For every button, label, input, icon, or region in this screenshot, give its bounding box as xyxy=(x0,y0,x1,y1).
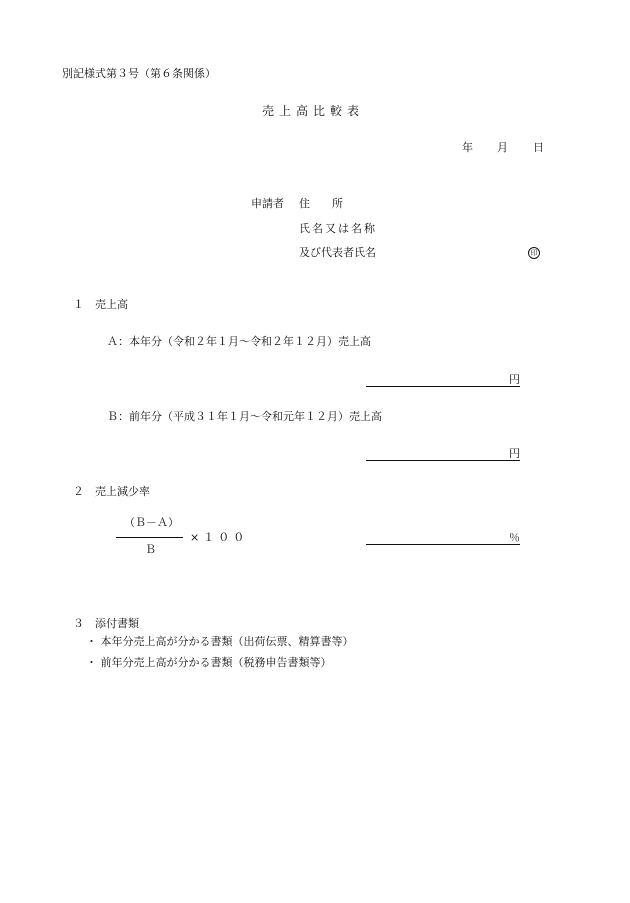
sales-a-label: Ａ：本年分（令和２年１月～令和２年１２月）売上高 xyxy=(107,335,371,348)
applicant-heading: 申請者 xyxy=(251,197,284,210)
sales-a-unit: 円 xyxy=(509,373,520,386)
representative-label: 及び代表者氏名 xyxy=(299,246,376,259)
formula-numerator: （Ｂ－Ａ） xyxy=(124,516,179,529)
formula-multiplier: ×１００ xyxy=(190,531,249,544)
reduction-rate-unit: ％ xyxy=(509,531,520,544)
formula-fraction-bar xyxy=(116,537,183,538)
reduction-rate-input-line xyxy=(366,544,520,545)
date-month-label: 月 xyxy=(497,141,508,154)
attachment-item: ・ 本年分売上高が分かる書類（出荷伝票、精算書等） xyxy=(86,635,354,648)
formula-denominator: Ｂ xyxy=(145,543,156,556)
sales-b-label: Ｂ：前年分（平成３１年１月～令和元年１２月）売上高 xyxy=(107,410,382,423)
address-label: 住 所 xyxy=(299,197,343,210)
section-3-heading: ３ 添付書類 xyxy=(73,617,139,630)
sales-b-input-line xyxy=(366,460,520,461)
sales-a-input-line xyxy=(366,386,520,387)
section-2-heading: ２ 売上減少率 xyxy=(73,485,150,498)
date-day-label: 日 xyxy=(533,141,544,154)
name-label: 氏名又は名称 xyxy=(299,222,377,235)
section-1-heading: １ 売上高 xyxy=(73,298,128,311)
sales-b-unit: 円 xyxy=(509,447,520,460)
form-label: 別記様式第３号（第６条関係） xyxy=(62,67,216,80)
seal-mark: 印 xyxy=(528,247,540,259)
attachment-item: ・ 前年分売上高が分かる書類（税務申告書類等） xyxy=(86,656,332,669)
page-title: 売上高比較表 xyxy=(262,104,365,118)
date-year-label: 年 xyxy=(462,141,473,154)
